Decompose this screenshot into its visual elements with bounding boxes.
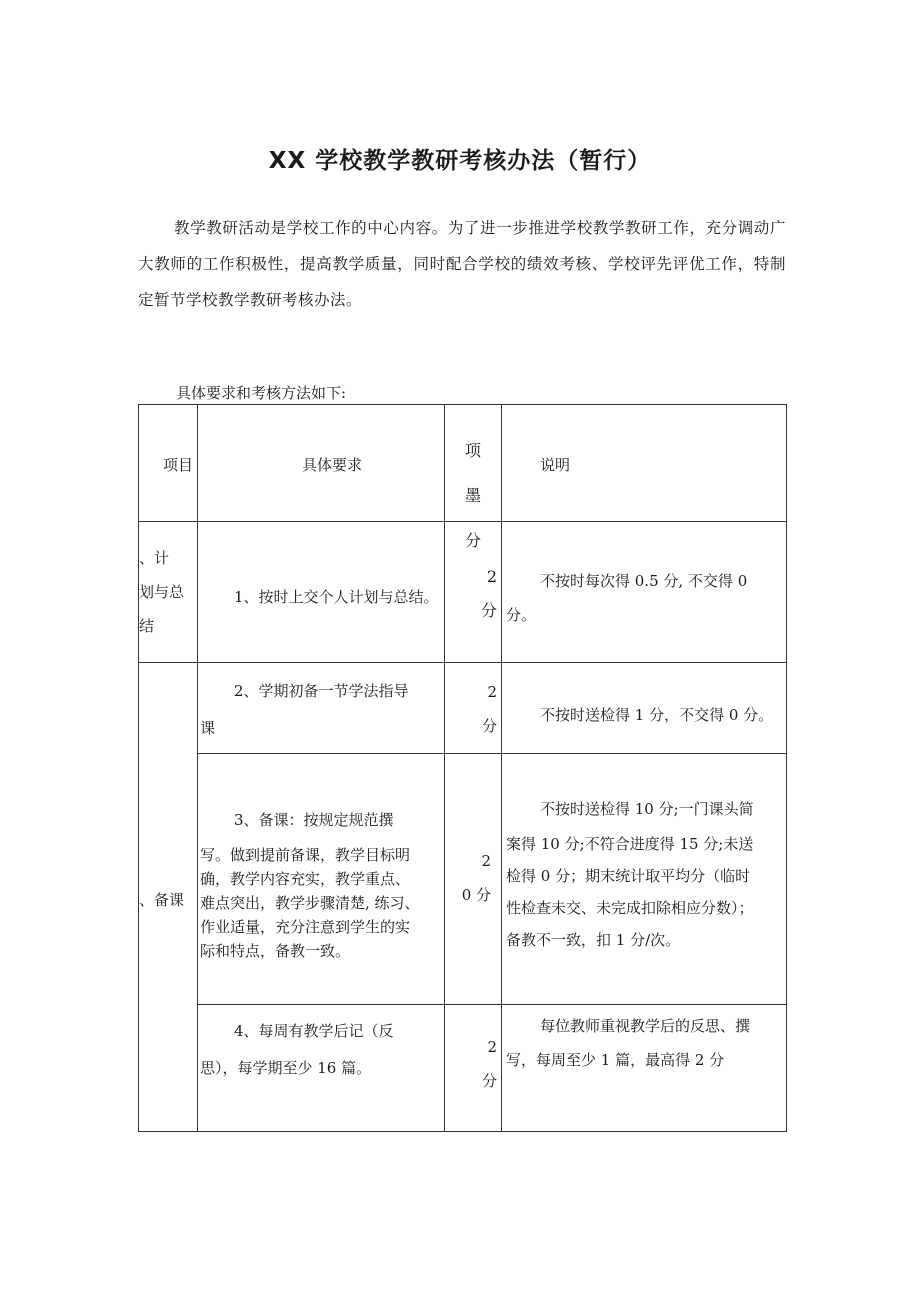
header-requirement-label: 具体要求: [302, 456, 363, 474]
header-score-char-3: 分: [464, 531, 481, 550]
score-text: 2 分: [481, 683, 497, 735]
note-cell: [502, 522, 787, 663]
header-item-cell: [139, 405, 198, 522]
note-text: 每位教师重视教学后的反思、撰 写，每周至少 1 篇，最高得 2 分: [506, 1017, 751, 1069]
note-text: 不按时每次得 0.5 分, 不交得 0 分。: [506, 572, 748, 624]
table-lead-text: 具体要求和考核方法如下:: [176, 384, 347, 402]
score-cell: [445, 1005, 502, 1132]
score-cell: [445, 754, 502, 1005]
note-text-first-line: 不按时送检得 10 分;一门课头简: [540, 800, 754, 818]
table-row: [139, 663, 787, 754]
note-cell: [502, 1005, 787, 1132]
category-cell-plan: [139, 522, 198, 663]
category-plan-summary: 、计 划与总 结: [139, 549, 185, 635]
score-text: 2 0 分: [461, 852, 491, 904]
requirement-cell: [198, 663, 445, 754]
header-item-label: 项目: [163, 456, 194, 474]
header-requirement-cell: [198, 405, 445, 522]
requirement-text: 1、按时上交个人计划与总结。: [234, 588, 439, 606]
header-note-cell: [502, 405, 787, 522]
note-text: 案得 10 分;不符合进度得 15 分;未送 检得 0 分；期末统计取平均分（临时 性检查未交、未完成扣除相应分数）； 备教不一致，扣 1 分/次。: [506, 835, 754, 949]
category-cell-lesson-prep: [139, 663, 198, 1132]
intro-paragraph: 教学教研活动是学校工作的中心内容。为了进一步推进学校教学教研工作，充分调动广大教师的工作积极性，提高教学质量，同时配合学校的绩效考核、学校评先评优工作，特制定暂节学校教学教研考核办法。: [138, 219, 786, 309]
requirement-cell: [198, 1005, 445, 1132]
score-cell: [445, 522, 502, 663]
header-score-cell: [445, 405, 502, 550]
requirement-text: 4、每周有教学后记（反 思），每学期至少 16 篇。: [200, 1022, 394, 1077]
header-score-char-1: 项: [464, 441, 481, 460]
note-cell: [502, 754, 787, 1005]
header-note-label: 说明: [540, 456, 571, 474]
table-row: [139, 1005, 787, 1132]
requirement-text: 2、学期初备一节学法指导 课: [200, 682, 409, 737]
score-text: 2 分: [480, 567, 497, 620]
note-cell: [502, 663, 787, 754]
requirement-text-first-line: 3、备课：按规定规范撰: [234, 811, 394, 829]
table-header-row: [139, 405, 787, 522]
table-row: [139, 754, 787, 1005]
note-text: 不按时送检得 1 分，不交得 0 分。: [540, 706, 774, 724]
score-cell: [445, 663, 502, 754]
requirement-cell: [198, 754, 445, 1005]
header-score-char-2: 墨: [464, 486, 481, 505]
requirement-text: 写。做到提前备课，教学目标明 确，教学内容充实，教学重点、 难点突出，教学步骤清楚, 练习、 作业适量，充分注意到学生的实 际和特点，备教一致。: [200, 846, 420, 960]
document-title: XX 学校教学教研考核办法（暂行）: [268, 148, 652, 174]
category-lesson-prep: 、备课: [139, 891, 185, 909]
score-text: 2 分: [481, 1038, 497, 1090]
assessment-table: [138, 404, 787, 1132]
requirement-cell: [198, 522, 445, 663]
table-row: [139, 522, 787, 663]
